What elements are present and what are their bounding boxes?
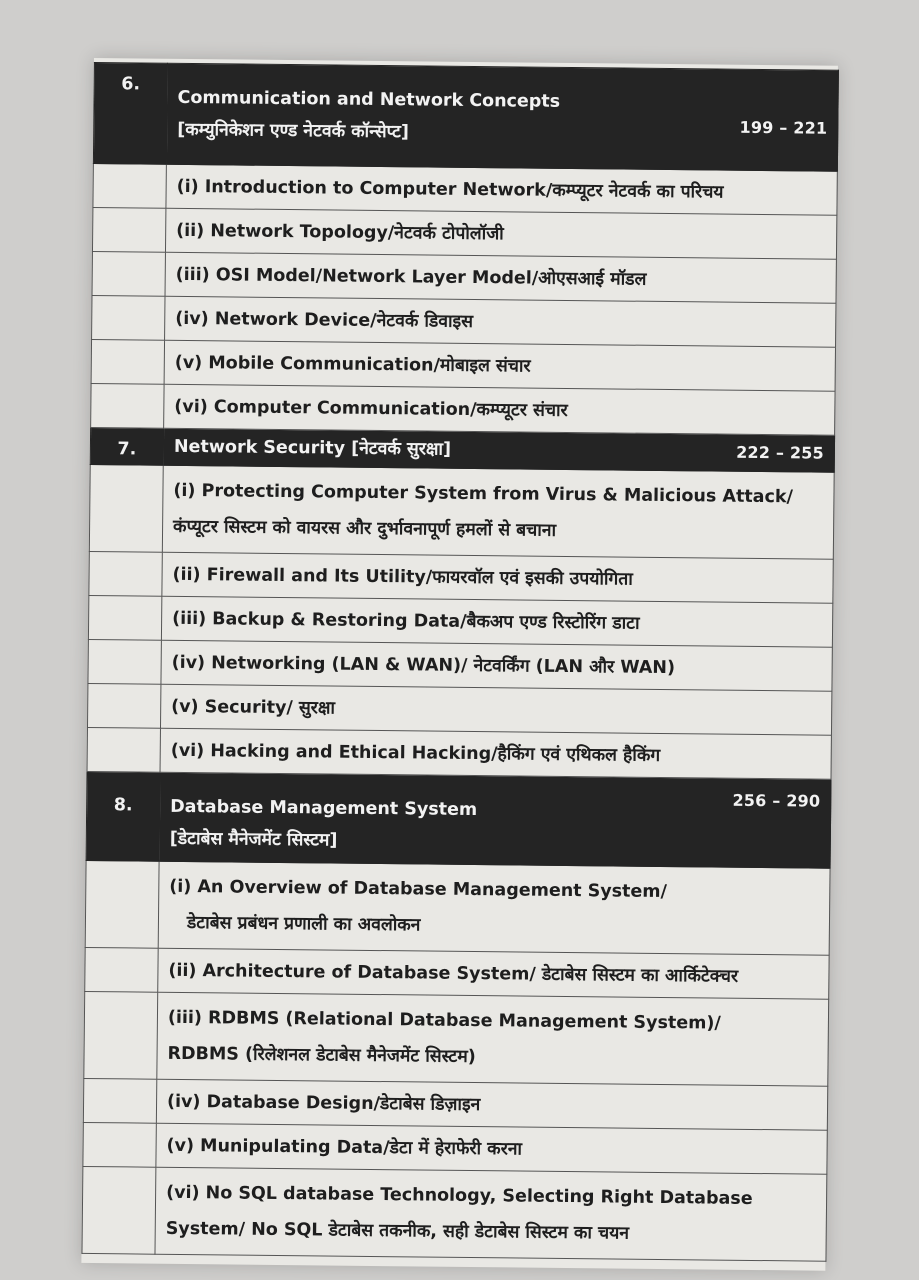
list-item	[91, 383, 835, 435]
list-item	[84, 991, 829, 1086]
list-item	[82, 1166, 827, 1261]
item-text: (iv) Networking (LAN & WAN)/ नेटवर्किंग (LAN और WAN)	[161, 640, 832, 691]
section-title: Network Security [नेटवर्क सुरक्षा]	[173, 436, 452, 460]
section-pages: 199 – 221	[739, 117, 828, 138]
item-text: (iv) Database Design/डेटाबेस डिज़ाइन	[156, 1079, 827, 1130]
list-item	[92, 251, 836, 303]
list-item	[92, 295, 836, 347]
item-text: (iii) Backup & Restoring Data/बैकअप एण्ड रिस्टोरिंग डाटा	[161, 596, 832, 647]
item-text: (ii) Network Topology/नेटवर्क टोपोलॉजी	[165, 208, 836, 259]
list-item	[83, 1122, 827, 1174]
item-text: (iii) OSI Model/Network Layer Model/ओएसआई मॉडल	[165, 252, 836, 303]
table-of-contents	[81, 62, 838, 1262]
list-item	[92, 207, 836, 259]
item-text: (i) Protecting Computer System from Virus & Malicious Attack/	[173, 480, 794, 508]
section-pages: 256 – 290	[732, 790, 821, 811]
list-item	[89, 551, 833, 603]
item-text-continued: RDBMS (रिलेशनल डेटाबेस मैनेजमेंट सिस्टम)	[167, 1043, 476, 1068]
section-pages: 222 – 255	[736, 442, 825, 463]
item-text: (iii) RDBMS (Relational Database Management System)/	[167, 1007, 721, 1034]
section-header-6	[93, 63, 838, 172]
section-number: 7.	[90, 427, 163, 465]
item-text: (v) Security/ सुरक्षा	[160, 684, 831, 735]
section-title: Communication and Network Concepts	[177, 87, 561, 112]
list-item	[88, 639, 832, 691]
item-text: (ii) Architecture of Database System/ डेटाबेस सिस्टम का आर्किटेक्चर	[158, 948, 829, 999]
list-item	[88, 595, 832, 647]
section-subtitle: [कम्युनिकेशन एण्ड नेटवर्क कॉन्सेप्ट]	[177, 119, 409, 143]
list-item	[87, 683, 831, 735]
list-item	[91, 339, 835, 391]
list-item	[83, 1078, 827, 1130]
section-number: 6.	[93, 63, 167, 165]
list-item	[87, 727, 831, 779]
item-text: (vi) Computer Communication/कम्प्यूटर संचार	[164, 384, 835, 435]
section-subtitle: [डेटाबेस मैनेजमेंट सिस्टम]	[169, 828, 338, 851]
item-text-continued: कंप्यूटर सिस्टम को वायरस और दुर्भावनापूर्ण हमलों से बचाना	[172, 516, 557, 541]
item-text: (i) Introduction to Computer Network/कम्प्यूटर नेटवर्क का परिचय	[166, 164, 837, 215]
section-title: Database Management System	[170, 796, 478, 821]
section-heading	[166, 63, 838, 171]
item-text: (v) Munipulating Data/डेटा में हेराफेरी करना	[156, 1123, 827, 1174]
section-header-8	[86, 771, 831, 868]
item-text: (iv) Network Device/नेटवर्क डिवाइस	[165, 296, 836, 347]
item-text: (ii) Firewall and Its Utility/फायरवॉल एवं इसकी उपयोगिता	[162, 552, 833, 603]
list-item	[85, 947, 829, 999]
item-text: (vi) No SQL database Technology, Selecting Right Database	[166, 1182, 753, 1209]
section-heading	[159, 772, 831, 868]
item-text: (v) Mobile Communication/मोबाइल संचार	[164, 340, 835, 391]
list-item	[93, 163, 837, 215]
document-page	[81, 58, 838, 1271]
list-item	[89, 464, 834, 559]
list-item	[85, 860, 830, 955]
section-number: 8.	[86, 771, 160, 861]
item-text-continued: System/ No SQL डेटाबेस तकनीक, सही डेटाबेस सिस्टम का चयन	[165, 1218, 630, 1244]
item-text: (vi) Hacking and Ethical Hacking/हैकिंग एवं एथिकल हैकिंग	[160, 728, 831, 779]
item-text: (i) An Overview of Database Management System/	[169, 876, 668, 903]
item-text-continued: डेटाबेस प्रबंधन प्रणाली का अवलोकन	[186, 913, 421, 936]
